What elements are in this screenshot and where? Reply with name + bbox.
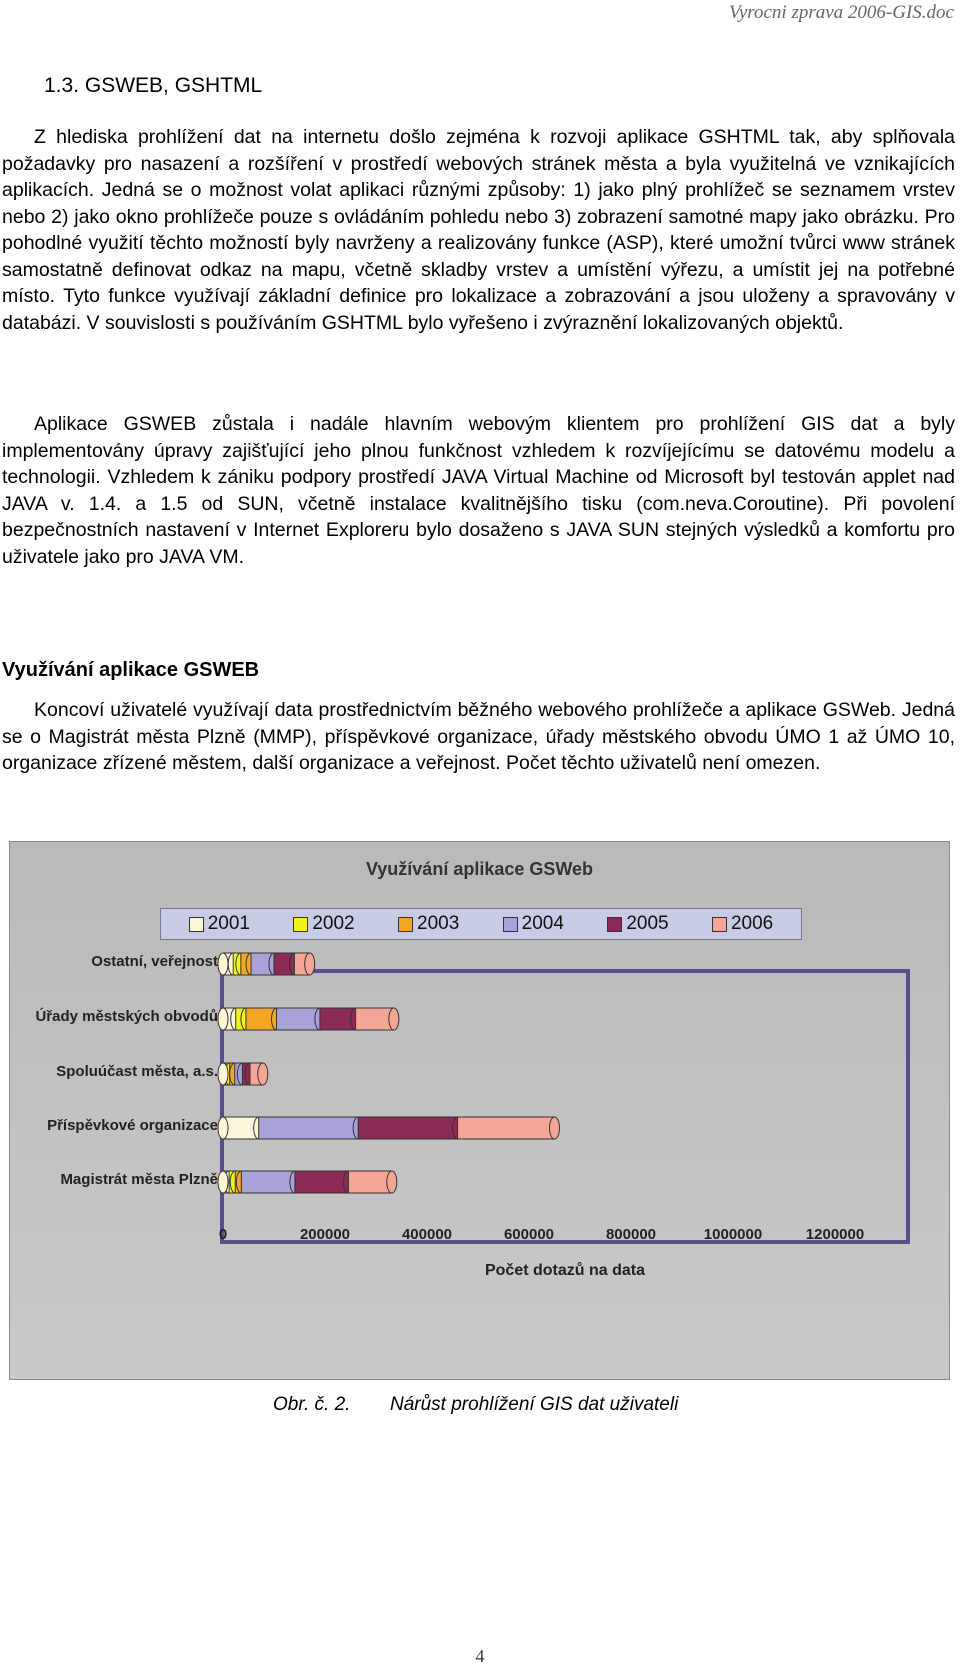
paragraph-gshtml	[2, 124, 955, 336]
bar-segment-2006	[356, 1008, 399, 1030]
bar-segment-2004	[277, 1008, 325, 1030]
section-title: 1.3. GSWEB, GSHTML	[44, 74, 263, 97]
bar	[241, 1171, 295, 1193]
x-tick-label: 0	[218, 1226, 228, 1243]
chart-title: Využívání aplikace GSWeb	[365, 859, 594, 879]
category-label: Úřady městských obvodů	[35, 1008, 218, 1025]
paragraph-gsweb-text: Aplikace GSWEB zůstala i nadále hlavním webovým klientem pro prohlížení GIS dat a byly implementovány úpravy zajišťující jeho plnou funkčnost vzhledem k rozvíjejícímu se datovému modelu a technologii. Vzhledem k zániku podpory prostředí JAVA Virtual Machine od Microsoft byl testován applet nad JAVA v. 1.4. a 1.5 od SUN, včetně instalace kvalitnějšího tisku (com.neva.Coroutine). Při povolení bezpečnostních nastavení v Internet Exploreru bylo dosaženo s JAVA SUN stejných výsledků a komfortu pro uživatele jako pro JAVA VM.	[2, 413, 955, 568]
document-filename: Vyrocni zprava 2006-GIS.doc	[729, 2, 954, 23]
legend-label: 2002	[312, 913, 355, 934]
category-label: Magistrát města Plzně	[60, 1171, 218, 1188]
x-tick-label: 800000	[605, 1226, 657, 1243]
bar-start-cap	[218, 1171, 228, 1193]
bar	[356, 1008, 394, 1030]
bar-start-cap	[218, 1117, 228, 1139]
category-label: Ostatní, veřejnost	[91, 953, 218, 970]
bar-segment-2004	[259, 1117, 363, 1139]
bar-segment-2006	[348, 1171, 396, 1193]
legend-label: 2003	[417, 913, 460, 934]
bar	[348, 1171, 391, 1193]
bar	[358, 1117, 457, 1139]
legend-label: 2004	[521, 913, 564, 934]
bar-segment-2001	[223, 1117, 264, 1139]
bar	[458, 1117, 555, 1139]
chart-bars	[10, 842, 949, 1379]
paragraph-gsweb	[2, 411, 955, 570]
x-tick-label: 600000	[503, 1226, 555, 1243]
x-tick-label: 1000000	[703, 1226, 763, 1243]
category-label: Příspěvkové organizace	[47, 1117, 218, 1134]
bar-cap	[550, 1117, 560, 1139]
bar-start-cap	[218, 953, 228, 975]
subsection-title: Využívání aplikace GSWEB	[2, 659, 260, 681]
bar	[295, 1171, 349, 1193]
bar-cap	[389, 1008, 399, 1030]
bar	[259, 1117, 358, 1139]
category-label: Spoluúčast města, a.s.	[56, 1063, 218, 1080]
bar-start-cap	[218, 1063, 228, 1085]
bar-start-cap	[218, 1008, 228, 1030]
paragraph-gshtml-text: Z hlediska prohlížení dat na internetu došlo zejména k rozvoji aplikace GSHTML tak, aby splňovala požadavky pro nasazení a rozšíření v prostředí webových stránek města a byla využitelná ve vznikajících aplikacích. Jedná se o možnost volat aplikaci různými způsoby: 1) jako plný prohlížeč se seznamem vrstev nebo 2) jako okno prohlížeče pouze s ovládáním pohledu nebo 3) zobrazení samotné mapy jako obrázku. Pro pohodlné využití těchto možností byly navrženy a realizovány funkce (ASP), které umožní tvůrci www stránek samostatně definovat odkaz na mapu, včetně skladby vrstev a umístění výřezu, a umístit jej na potřebné místo. Tyto funkce využívají základní definice pro lokalizace a zobrazování a jsou uloženy a spravovány v databázi. V souvislosti s používáním GSHTML bylo vyřešeno i zvýraznění lokalizovaných objektů.	[2, 126, 955, 334]
bar-cap	[387, 1171, 397, 1193]
legend-label: 2006	[730, 913, 774, 934]
x-tick-label: 200000	[299, 1226, 351, 1243]
bar-segment-2005	[320, 1008, 361, 1030]
legend-label: 2001	[207, 913, 250, 934]
paragraph-users-text: Koncoví uživatelé využívají data prostřednictvím běžného webového prohlížeče a aplikace GSWeb. Jedná se o Magistrát města Plzně (MMP), příspěvkové organizace, úřady městského obvodu ÚMO 1 až ÚMO 10, organizace zřízené městem, další organizace a veřejnost. Počet těchto uživatelů není omezen.	[2, 699, 955, 774]
figure-number: Obr. č. 2.	[273, 1394, 351, 1415]
x-axis-title: Počet dotazů na data	[484, 1262, 646, 1279]
page-number: 4	[475, 1646, 485, 1666]
x-tick-label: 400000	[401, 1226, 453, 1243]
bar-segment-2006	[250, 1063, 268, 1085]
bar-segment-2006	[294, 953, 314, 975]
bar-segment-2004	[241, 1171, 300, 1193]
bar	[277, 1008, 320, 1030]
figure-caption: Nárůst prohlížení GIS dat uživateli	[390, 1394, 679, 1415]
bar-cap	[258, 1063, 268, 1085]
bar-cap	[305, 953, 315, 975]
x-tick-label: 1200000	[805, 1226, 865, 1243]
bar-segment-2005	[295, 1171, 354, 1193]
bar-segment-2005	[358, 1117, 462, 1139]
paragraph-users	[2, 697, 955, 777]
legend-label: 2005	[626, 913, 669, 934]
chart-container	[9, 841, 950, 1380]
bar-segment-2006	[458, 1117, 560, 1139]
